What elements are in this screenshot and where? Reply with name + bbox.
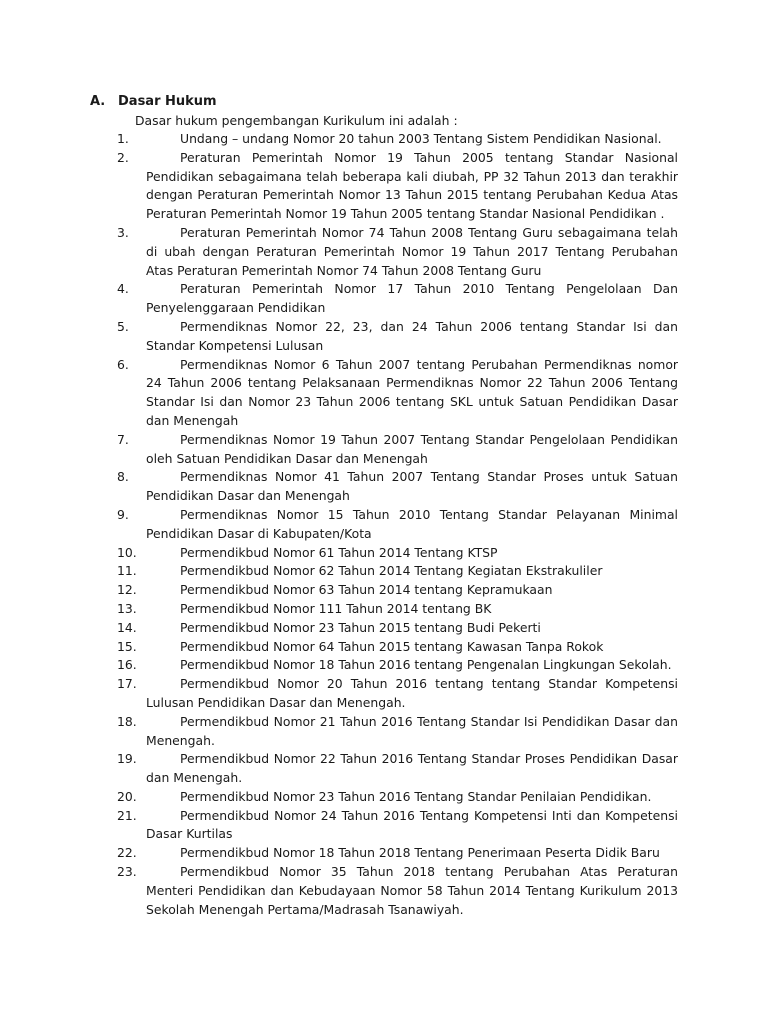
list-item-text: Permendikbud Nomor 20 Tahun 2016 tentang tentang Standar Kompetensi Lulusan Pendidikan Dasar dan Menengah. [146, 676, 678, 710]
list-item-text: Permendikbud Nomor 62 Tahun 2014 Tentang Kegiatan Ekstrakuliler [180, 563, 603, 579]
list-item [0, 581, 678, 600]
list-item-number: 8. [117, 469, 129, 485]
list-item-text: Permendikbud Nomor 21 Tahun 2016 Tentang Standar Isi Pendidikan Dasar dan Menengah. [146, 713, 678, 748]
list-item-number: 5. [117, 318, 129, 334]
list-item-text: Permendikbud Nomor 35 Tahun 2018 tentang Perubahan Atas Peraturan Menteri Pendidikan dan Kebudayaan Nomor 58 Tahun 2014 Tentang Kurikulum 2013 Sekolah Menengah Pertama/Madrasah Tsanawiyah. [146, 864, 678, 917]
list-item-number: 7. [117, 431, 129, 447]
list-item-text: Permendikbud Nomor 22 Tahun 2016 Tentang Standar Proses Pendidikan Dasar dan Menengah. [146, 751, 678, 786]
list-item-text: Permendikbud Nomor 18 Tahun 2018 Tentang Penerimaan Peserta Didik Baru [180, 845, 660, 861]
list-item-text: Permendiknas Nomor 19 Tahun 2007 Tentang Standar Pengelolaan Pendidikan oleh Satuan Pendidikan Dasar dan Menengah [146, 431, 678, 466]
list-item-number: 23. [117, 864, 137, 880]
list-item [0, 713, 678, 751]
list-item-number: 6. [117, 356, 129, 372]
list-item-number: 20. [117, 788, 137, 804]
list-item [0, 807, 678, 845]
list-item-text: Peraturan Pemerintah Nomor 74 Tahun 2008 Tentang Guru sebagaimana telah di ubah dengan Peraturan Pemerintah Nomor 19 Tahun 2017 Tentang Perubahan Atas Peraturan Pemerintah Nomor 74 Tahun 2008 Tentang Guru [146, 224, 678, 278]
list-item [0, 149, 678, 224]
list-item [0, 318, 678, 356]
list-item-text: Permendiknas Nomor 22, 23, dan 24 Tahun 2006 tentang Standar Isi dan Standar Kompetensi Lulusan [146, 318, 678, 353]
list-item [0, 750, 678, 788]
list-item-number: 16. [117, 657, 137, 673]
list-item [0, 468, 678, 506]
list-item [0, 544, 678, 563]
list-item-number: 10. [117, 544, 137, 560]
section-heading [90, 92, 217, 111]
list-item-number: 12. [117, 582, 137, 598]
list-item-number: 17. [117, 676, 137, 692]
list-item-number: 2. [117, 149, 129, 165]
list-item [0, 675, 678, 713]
list-item-text: Peraturan Pemerintah Nomor 19 Tahun 2005 tentang Standar Nasional Pendidikan sebagaimana telah beberapa kali diubah, PP 32 Tahun 2013 dan terakhir dengan Peraturan Pemerintah Nomor 13 Tahun 2015 tentang Perubahan Kedua Atas Peraturan Pemerintah Nomor 19 Tahun 2005 tentang Standar Nasional Pendidikan . [146, 149, 678, 222]
list-item [0, 356, 678, 431]
list-item [0, 280, 678, 318]
list-item-number: 13. [117, 600, 137, 616]
list-item [0, 619, 678, 638]
list-item-number: 11. [117, 563, 137, 579]
list-item [0, 224, 678, 280]
list-item-text: Permendikbud Nomor 64 Tahun 2015 tentang Kawasan Tanpa Rokok [180, 638, 604, 654]
list-item-number: 14. [117, 619, 137, 635]
section-intro: Dasar hukum pengembangan Kurikulum ini adalah : [135, 113, 458, 128]
list-item [0, 130, 678, 149]
list-item-number: 9. [117, 506, 129, 522]
list-item [0, 506, 678, 544]
list-item [0, 638, 678, 657]
list-item-number: 4. [117, 281, 129, 297]
list-item-number: 18. [117, 713, 137, 729]
list-item-text: Permendikbud Nomor 24 Tahun 2016 Tentang Kompetensi Inti dan Kompetensi Dasar Kurtilas [146, 807, 678, 842]
list-item-number: 15. [117, 638, 137, 654]
list-item-text: Permendikbud Nomor 18 Tahun 2016 tentang Pengenalan Lingkungan Sekolah. [180, 657, 672, 673]
list-item-number: 22. [117, 845, 137, 861]
list-item [0, 562, 678, 581]
list-item [0, 431, 678, 469]
list-item-text: Undang – undang Nomor 20 tahun 2003 Tentang Sistem Pendidikan Nasional. [180, 131, 662, 146]
list-item-number: 19. [117, 751, 137, 767]
list-item [0, 844, 678, 863]
list-item-number: 21. [117, 807, 137, 823]
list-item-text: Permendiknas Nomor 15 Tahun 2010 Tentang Standar Pelayanan Minimal Pendidikan Dasar di Kabupaten/Kota [146, 506, 678, 541]
legal-basis-list [0, 130, 768, 919]
section-letter: A. [90, 94, 106, 109]
list-item-text: Permendiknas Nomor 6 Tahun 2007 tentang Perubahan Permendiknas nomor 24 Tahun 2006 tentang Pelaksanaan Permendiknas Nomor 22 Tahun 2006 Tentang Standar Isi dan Nomor 23 Tahun 2006 tentang SKL untuk Satuan Pendidikan Dasar dan Menengah [146, 356, 678, 428]
list-item [0, 788, 678, 807]
list-item-number: 3. [117, 224, 129, 240]
list-item-text: Permendikbud Nomor 23 Tahun 2015 tentang Budi Pekerti [180, 619, 541, 635]
list-item-text: Permendikbud Nomor 23 Tahun 2016 Tentang Standar Penilaian Pendidikan. [180, 788, 652, 804]
list-item-text: Permendiknas Nomor 41 Tahun 2007 Tentang Standar Proses untuk Satuan Pendidikan Dasar dan Menengah [146, 469, 678, 504]
list-item-text: Peraturan Pemerintah Nomor 17 Tahun 2010 Tentang Pengelolaan Dan Penyelenggaraan Pendidikan [146, 281, 678, 316]
list-item [0, 863, 678, 919]
section-title: Dasar Hukum [118, 94, 217, 109]
list-item-number: 1. [117, 131, 129, 146]
list-item-text: Permendikbud Nomor 111 Tahun 2014 tentang BK [180, 600, 492, 616]
list-item [0, 600, 678, 619]
list-item-text: Permendikbud Nomor 63 Tahun 2014 tentang Kepramukaan [180, 582, 553, 598]
list-item-text: Permendikbud Nomor 61 Tahun 2014 Tentang KTSP [180, 544, 498, 560]
list-item [0, 656, 678, 675]
